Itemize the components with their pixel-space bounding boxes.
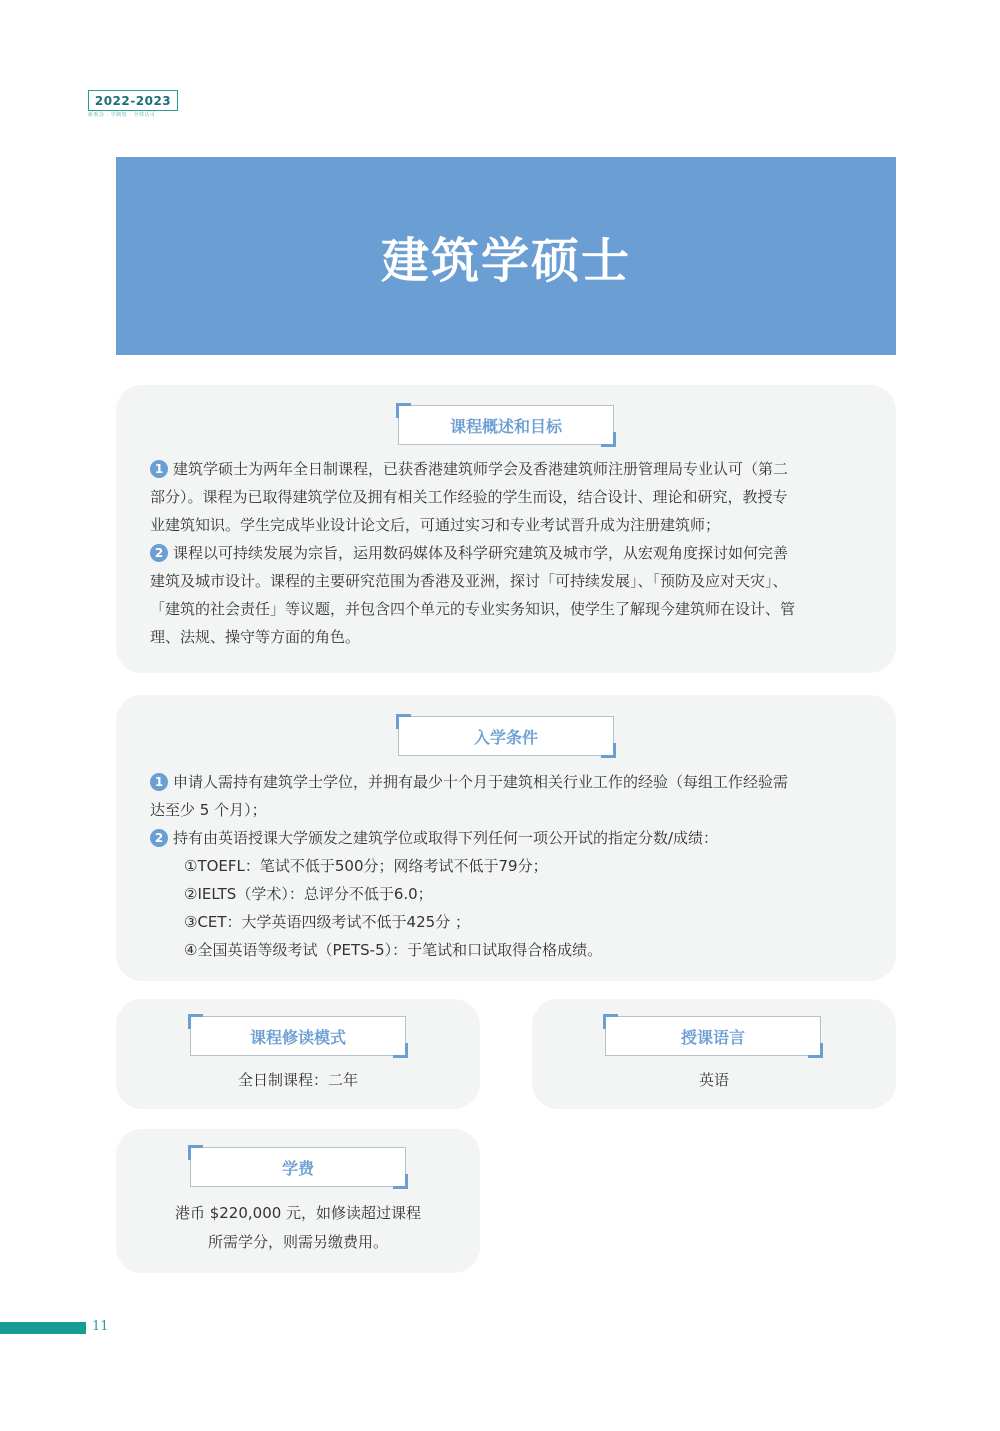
overview-text <box>150 455 866 651</box>
language-heading: 授课语言 <box>680 1027 745 1047</box>
requirement-cet: ③CET：大学英语四级考试不低于425分 ； <box>184 913 470 931</box>
admission-text <box>150 768 866 964</box>
requirement-ielts: ②IELTS（学术）：总评分不低于6.0； <box>184 885 433 903</box>
page-accent-bar <box>0 1322 86 1334</box>
language-value: 英语 <box>698 1071 729 1089</box>
fees-heading-box <box>190 1147 406 1187</box>
admission-item-2-line-1: 持有由英语授课大学颁发之建筑学位或取得下列任何一项公开试的指定分数/成绩： <box>173 829 719 847</box>
admission-item-2 <box>150 824 866 852</box>
admission-item-1 <box>150 768 866 824</box>
requirement-pets: ④全国英语等级考试（PETS-5）：于笔试和口试取得合格成绩。 <box>184 941 603 959</box>
number-badge-2: 2 <box>150 544 168 562</box>
number-badge-2: 2 <box>150 829 168 847</box>
admission-item-1-line-2: 达至少 5 个月）； <box>150 801 267 819</box>
language-heading-box <box>605 1016 821 1056</box>
admission-item-1-line-1: 申请人需持有建筑学士学位，并拥有最少十个月于建筑相关行业工作的经验（每组工作经验需 <box>173 773 789 791</box>
fees-value <box>116 1199 480 1257</box>
study-mode-heading: 课程修读模式 <box>249 1027 346 1047</box>
fees-line-1: 港币 $220,000 元，如修读超过课程 <box>174 1204 422 1222</box>
admission-heading: 入学条件 <box>473 727 538 747</box>
overview-item-1-line-2: 部分）。课程为已取得建筑学位及拥有相关工作经验的学生而设，结合设计、理论和研究，教授专 <box>150 488 788 506</box>
overview-heading-box <box>398 405 614 445</box>
overview-item-2-line-1: 课程以可持续发展为宗旨，运用数码媒体及科学研究建筑及城市学，从宏观角度探讨如何完善 <box>173 544 789 562</box>
page-title: 建筑学硕士 <box>380 232 631 289</box>
year-text: 2022-2023 <box>94 93 172 108</box>
fees-line-2: 所需学分，则需另缴费用。 <box>207 1233 388 1251</box>
fees-heading: 学费 <box>281 1158 314 1178</box>
number-badge-1: 1 <box>150 460 168 478</box>
overview-item-1-line-3: 业建筑知识。学生完成毕业设计论文后，可通过实习和专业考试晋升成为注册建筑师； <box>150 516 721 534</box>
overview-heading: 课程概述和目标 <box>449 416 562 436</box>
title-banner <box>116 157 896 355</box>
year-badge <box>88 90 178 111</box>
header-subtitle: 新观念 · 学制短 · 全球认可 <box>88 112 156 118</box>
study-mode-heading-box <box>190 1016 406 1056</box>
overview-item-1-line-1: 建筑学硕士为两年全日制课程，已获香港建筑师学会及香港建筑师注册管理局专业认可（第二 <box>173 460 789 478</box>
overview-item-1 <box>150 455 866 539</box>
requirement-toefl: ①TOEFL：笔试不低于500分；网络考试不低于79分； <box>184 857 548 875</box>
overview-item-2-line-3: 「建筑的社会责任」等议题，并包含四个单元的专业实务知识，使学生了解现今建筑师在设计、管 <box>150 600 796 618</box>
overview-item-2-line-4: 理、法规、操守等方面的角色。 <box>150 628 361 646</box>
number-badge-1: 1 <box>150 773 168 791</box>
page-number: 11 <box>92 1319 109 1334</box>
overview-item-2-line-2: 建筑及城市设计。课程的主要研究范围为香港及亚洲，探讨「可持续发展」、「预防及应对天灾」、 <box>150 572 788 590</box>
overview-item-2 <box>150 539 866 651</box>
study-mode-value: 全日制课程：二年 <box>237 1071 358 1089</box>
admission-heading-box <box>398 716 614 756</box>
